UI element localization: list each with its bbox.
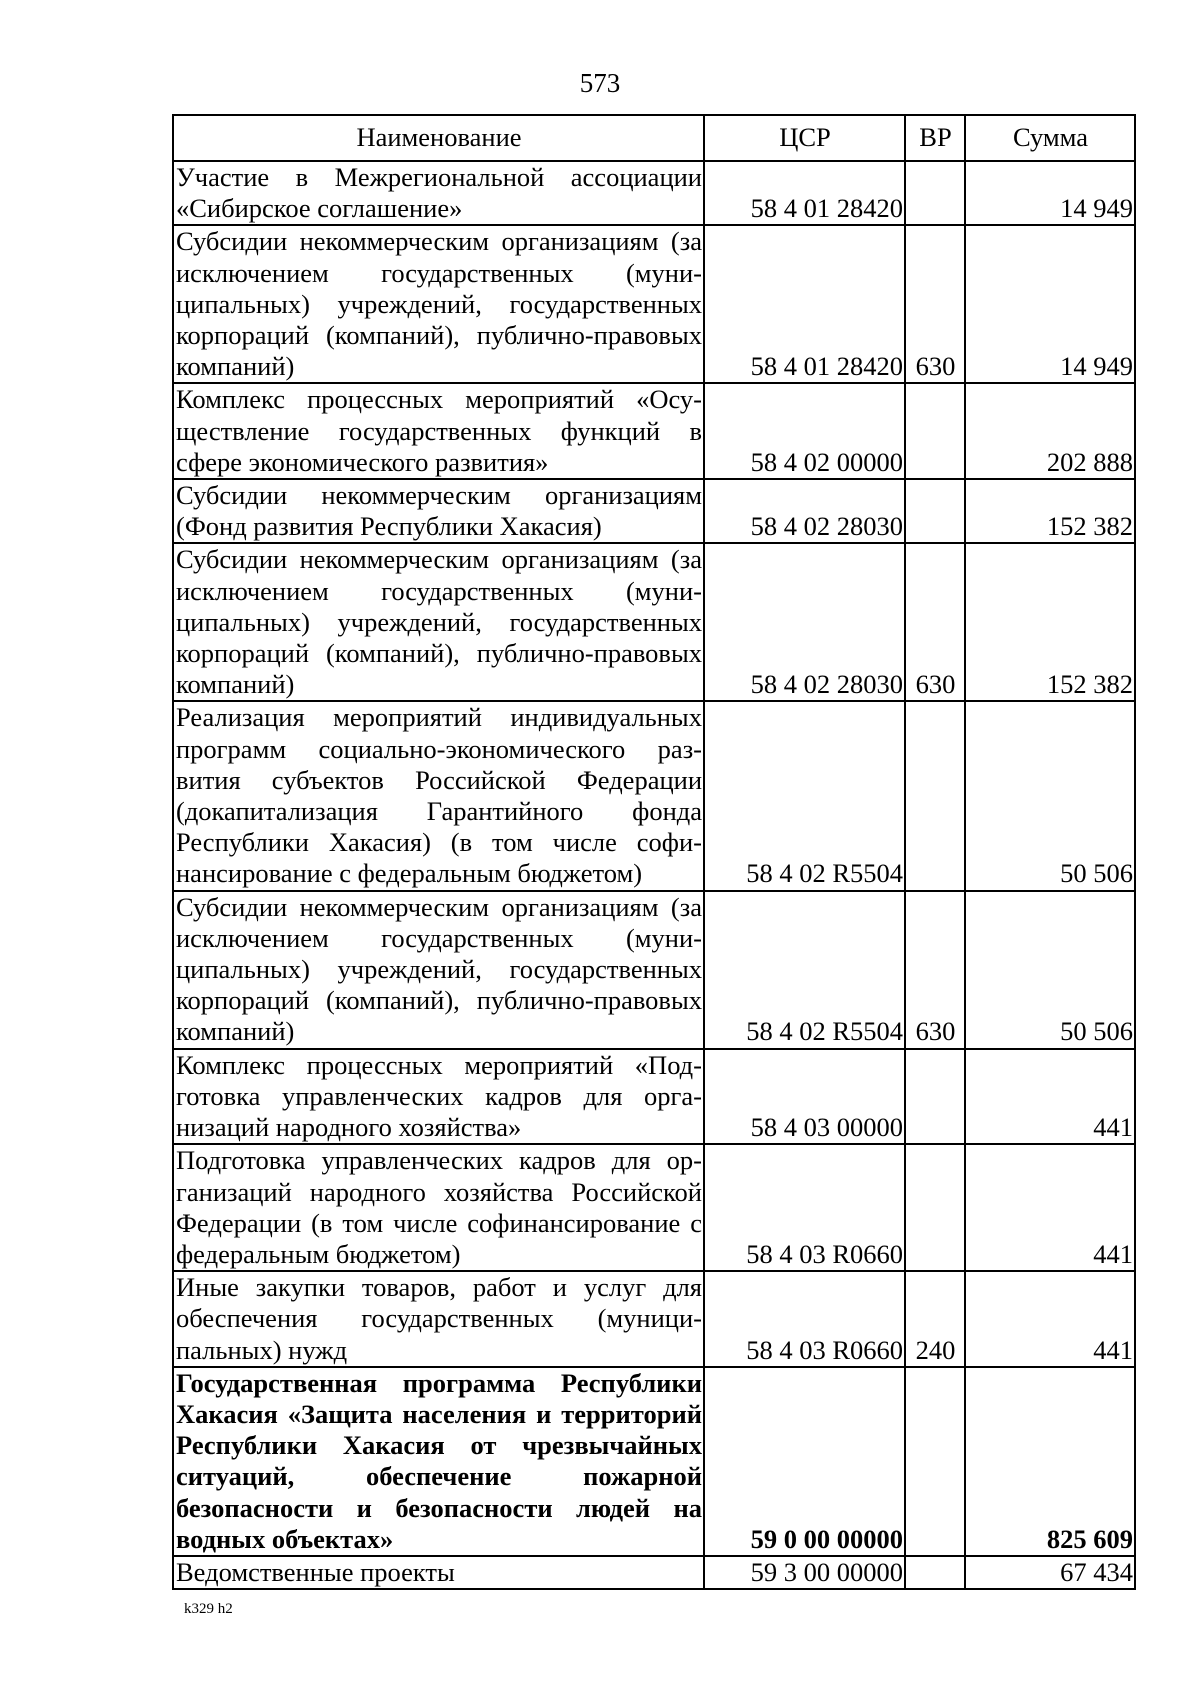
row-sum: 825 609	[965, 1367, 1135, 1556]
header-vr: ВР	[905, 115, 965, 161]
row-csr: 58 4 02 R5504	[704, 891, 905, 1049]
table-row	[173, 383, 1135, 479]
row-vr	[905, 1049, 965, 1145]
row-sum: 67 434	[965, 1556, 1135, 1589]
row-vr	[905, 701, 965, 890]
table-row-program	[173, 1367, 1135, 1556]
row-sum: 441	[965, 1144, 1135, 1271]
row-vr: 630	[905, 891, 965, 1049]
row-csr: 59 3 00 00000	[704, 1556, 905, 1589]
page-number: 573	[579, 68, 621, 98]
row-sum: 202 888	[965, 383, 1135, 479]
row-csr: 58 4 02 28030	[704, 479, 905, 543]
row-vr	[905, 161, 965, 225]
header-name: Наименование	[173, 115, 704, 161]
row-csr: 58 4 02 28030	[704, 543, 905, 701]
header-sum: Сумма	[965, 115, 1135, 161]
document-code: k329 h2	[184, 1601, 233, 1617]
row-sum: 50 506	[965, 701, 1135, 890]
row-name: Субсидии некоммерческим организациям (за исключением государственных (муниципальных) учреждений, государственных корпораций (компаний), публично-правовых компаний)	[173, 891, 704, 1049]
row-name: Государственная программа Республики Хакасия «Защита населения и территорий Республики Хакасия от чрезвычайных ситуаций, обеспечение пожарной безопасности и безопасности людей на водных объектах»	[173, 1367, 704, 1556]
row-vr	[905, 1144, 965, 1271]
row-vr: 240	[905, 1271, 965, 1367]
row-vr	[905, 1556, 965, 1589]
table-row	[173, 479, 1135, 543]
row-name: Ведомственные проекты	[173, 1556, 704, 1589]
row-csr: 58 4 01 28420	[704, 161, 905, 225]
row-csr: 58 4 03 R0660	[704, 1271, 905, 1367]
table-row	[173, 891, 1135, 1049]
row-csr: 59 0 00 00000	[704, 1367, 905, 1556]
table-row	[173, 161, 1135, 225]
row-sum: 14 949	[965, 225, 1135, 383]
row-vr	[905, 479, 965, 543]
table-row	[173, 1556, 1135, 1589]
row-name: Субсидии некоммерческим организациям (за исключением государственных (муниципальных) учреждений, государственных корпораций (компаний), публично-правовых компаний)	[173, 543, 704, 701]
row-csr: 58 4 03 R0660	[704, 1144, 905, 1271]
row-vr	[905, 383, 965, 479]
row-csr: 58 4 03 00000	[704, 1049, 905, 1145]
table-row	[173, 1144, 1135, 1271]
table-row	[173, 543, 1135, 701]
table-row	[173, 225, 1135, 383]
row-name: Подготовка управленческих кадров для организаций народного хозяйства Российской Федерации (в том числе софинансирование с федеральным бюджетом)	[173, 1144, 704, 1271]
row-csr: 58 4 01 28420	[704, 225, 905, 383]
table-header-row	[173, 115, 1135, 161]
table-row	[173, 701, 1135, 890]
row-name: Комплекс процессных мероприятий «Осуществление государственных функций в сфере экономического развития»	[173, 383, 704, 479]
row-name: Участие в Межрегиональной ассоциации «Сибирское соглашение»	[173, 161, 704, 225]
row-name: Субсидии некоммерческим организациям (Фонд развития Республики Хакасия)	[173, 479, 704, 543]
table-row	[173, 1049, 1135, 1145]
row-name: Иные закупки товаров, работ и услуг для обеспечения государственных (муниципальных) нужд	[173, 1271, 704, 1367]
row-sum: 441	[965, 1049, 1135, 1145]
row-vr: 630	[905, 543, 965, 701]
row-name: Реализация мероприятий индивидуальных программ социально-экономического развития субъектов Российской Федерации (докапитализация Гарантийного фонда Республики Хакасия) (в том числе софинансирование с федеральным бюджетом)	[173, 701, 704, 890]
row-csr: 58 4 02 R5504	[704, 701, 905, 890]
row-sum: 152 382	[965, 543, 1135, 701]
row-sum: 441	[965, 1271, 1135, 1367]
row-sum: 14 949	[965, 161, 1135, 225]
row-sum: 152 382	[965, 479, 1135, 543]
header-csr: ЦСР	[704, 115, 905, 161]
table-row	[173, 1271, 1135, 1367]
row-name: Комплекс процессных мероприятий «Подготовка управленческих кадров для организаций народного хозяйства»	[173, 1049, 704, 1145]
row-name: Субсидии некоммерческим организациям (за исключением государственных (муниципальных) учреждений, государственных корпораций (компаний), публично-правовых компаний)	[173, 225, 704, 383]
row-vr: 630	[905, 225, 965, 383]
row-csr: 58 4 02 00000	[704, 383, 905, 479]
row-vr	[905, 1367, 965, 1556]
budget-table	[172, 114, 1136, 1590]
row-sum: 50 506	[965, 891, 1135, 1049]
